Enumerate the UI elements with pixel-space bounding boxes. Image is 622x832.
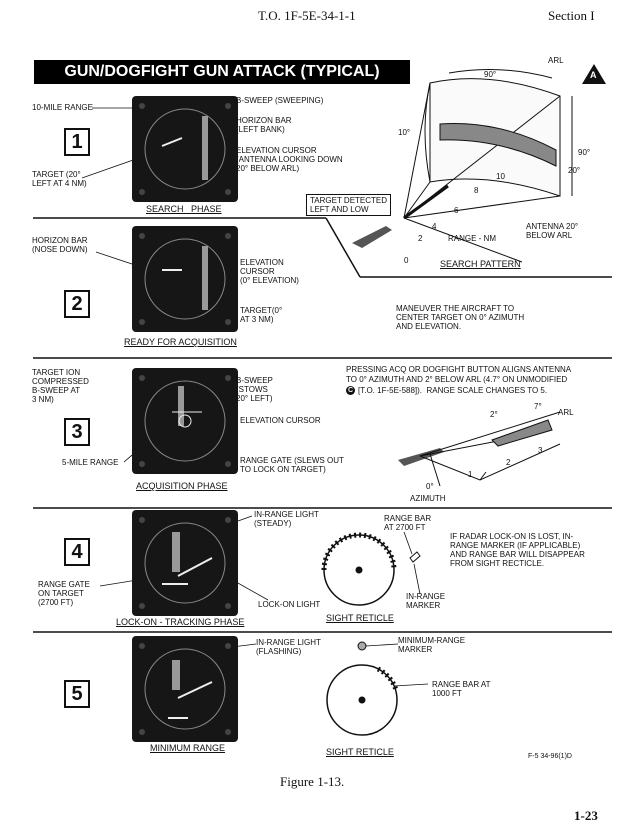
label-target: TARGET (20° LEFT AT 4 NM) (32, 170, 87, 188)
label-target-2: TARGET(0° AT 3 NM) (240, 306, 283, 324)
caption-search-pattern: SEARCH PATTERN (440, 259, 521, 269)
range-tick-4: 4 (432, 222, 437, 231)
label-90-right: 90° (578, 148, 591, 157)
label-in-range-light-flashing: IN-RANGE LIGHT (FLASHING) (256, 638, 321, 656)
label-10-mile-range: 10-MILE RANGE (32, 103, 93, 112)
label-b-sweep-stows: B-SWEEP (STOWS 20° LEFT) (236, 376, 273, 403)
maneuver-note: MANEUVER THE AIRCRAFT TO CENTER TARGET ON 0° AZIMUTH AND ELEVATION. (396, 304, 525, 331)
radar-scope-acquisition (132, 368, 238, 474)
label-5-mile-range: 5-MILE RANGE (62, 458, 119, 467)
label-horizon-bar: HORIZON BAR (LEFT BANK) (236, 116, 292, 134)
range-tick-6: 6 (454, 206, 459, 215)
step-2-box: 2 (64, 290, 90, 318)
label-90-top: 90° (484, 70, 497, 79)
circled-c-icon: C (347, 387, 354, 394)
caption-sight-reticle-4: SIGHT RETICLE (326, 613, 394, 623)
label-range-gate-on-target: RANGE GATE ON TARGET (2700 FT) (38, 580, 90, 607)
doc-number: T.O. 1F-5E-34-1-1 (258, 8, 356, 23)
label-b-sweep: B-SWEEP (SWEEPING) (236, 96, 324, 105)
label-azimuth: AZIMUTH (410, 494, 446, 503)
label-2-deg: 2° (490, 410, 498, 419)
label-min-range-marker: MINIMUM-RANGE MARKER (398, 636, 466, 654)
label-horizon-bar-2: HORIZON BAR (NOSE DOWN) (32, 236, 88, 254)
step-4-box: 4 (64, 538, 90, 566)
step-1-box: 1 (64, 128, 90, 156)
radar-scope-search (132, 96, 238, 202)
label-arl-3: ARL (558, 408, 574, 417)
label-10-deg: 10° (398, 128, 411, 137)
label-antenna: ANTENNA 20° BELOW ARL (526, 222, 579, 240)
label-0-deg: 0° (426, 482, 434, 491)
caption-acquisition-phase: ACQUISITION PHASE (136, 481, 228, 491)
label-elevation-cursor-2: ELEVATION CURSOR (0° ELEVATION) (240, 258, 299, 285)
pressing-note-2: TO 0° AZIMUTH AND 2° BELOW ARL (4.7° ON UNMODIFIED (346, 375, 568, 384)
aircraft-icon (352, 226, 392, 248)
pressing-note-1: PRESSING ACQ OR DOGFIGHT BUTTON ALIGNS ANTENNA (346, 365, 572, 374)
sight-reticle-5 (327, 642, 397, 735)
figure-code: F-5 34-96(1)D (528, 753, 572, 760)
radar-scope-minimum (132, 636, 238, 742)
pressing-note-3: [T.O. 1F-5E-588]). RANGE SCALE CHANGES TO 5. (358, 386, 548, 395)
radar-scope-lock-on (132, 510, 238, 616)
range-tick-2: 2 (418, 234, 423, 243)
label-lock-on-light: LOCK-ON LIGHT (258, 600, 321, 609)
label-in-range-marker: IN-RANGE MARKER (406, 592, 446, 610)
caption-lock-on-tracking: LOCK-ON - TRACKING PHASE (116, 617, 245, 627)
figure-caption: Figure 1-13. (280, 774, 345, 789)
caption-ready-for-acquisition: READY FOR ACQUISITION (124, 337, 237, 347)
range-tick-0: 0 (404, 256, 409, 265)
label-range-nm: RANGE - NM (448, 234, 496, 243)
section-label: Section I (548, 8, 595, 23)
azimuth-tick-3: 3 (538, 446, 543, 455)
label-in-range-light-steady: IN-RANGE LIGHT (STEADY) (254, 510, 319, 528)
step-5-box: 5 (64, 680, 90, 708)
label-range-gate: RANGE GATE (SLEWS OUT TO LOCK ON TARGET) (240, 456, 344, 474)
label-range-bar-2700: RANGE BAR AT 2700 FT (384, 514, 432, 532)
page-title: GUN/DOGFIGHT GUN ATTACK (TYPICAL) (64, 63, 380, 80)
label-20-deg: 20° (568, 166, 581, 175)
radar-scope-ready (132, 226, 238, 332)
step-3-box: 3 (64, 418, 90, 446)
azimuth-tick-1: 1 (468, 470, 473, 479)
label-elevation-cursor: ELEVATION CURSOR (ANTENNA LOOKING DOWN 20° BELOW ARL) (236, 146, 343, 173)
label-target-compressed: TARGET ION COMPRESSED B-SWEEP AT 3 NM) (32, 368, 89, 404)
range-tick-8: 8 (474, 186, 479, 195)
page-number: 1-23 (574, 808, 598, 823)
lock-lost-note: IF RADAR LOCK-ON IS LOST, IN- RANGE MARKER (IF APPLICABLE) AND RANGE BAR WILL DISAPPEAR FROM SIGHT RECTICLE. (450, 532, 585, 568)
label-range-bar-1000: RANGE BAR AT 1000 FT (432, 680, 491, 698)
azimuth-tick-2: 2 (506, 458, 511, 467)
caption-search-phase: SEARCH PHASE (146, 204, 222, 214)
caption-minimum-range: MINIMUM RANGE (150, 743, 225, 753)
label-elevation-cursor-3: ELEVATION CURSOR (240, 416, 321, 425)
warning-letter: A (590, 70, 597, 80)
caption-sight-reticle-5: SIGHT RETICLE (326, 747, 394, 757)
range-tick-10: 10 (496, 172, 505, 181)
label-target-detected: TARGET DETECTED LEFT AND LOW (306, 194, 391, 216)
label-arl: ARL (548, 56, 564, 65)
label-7-deg: 7° (534, 402, 542, 411)
